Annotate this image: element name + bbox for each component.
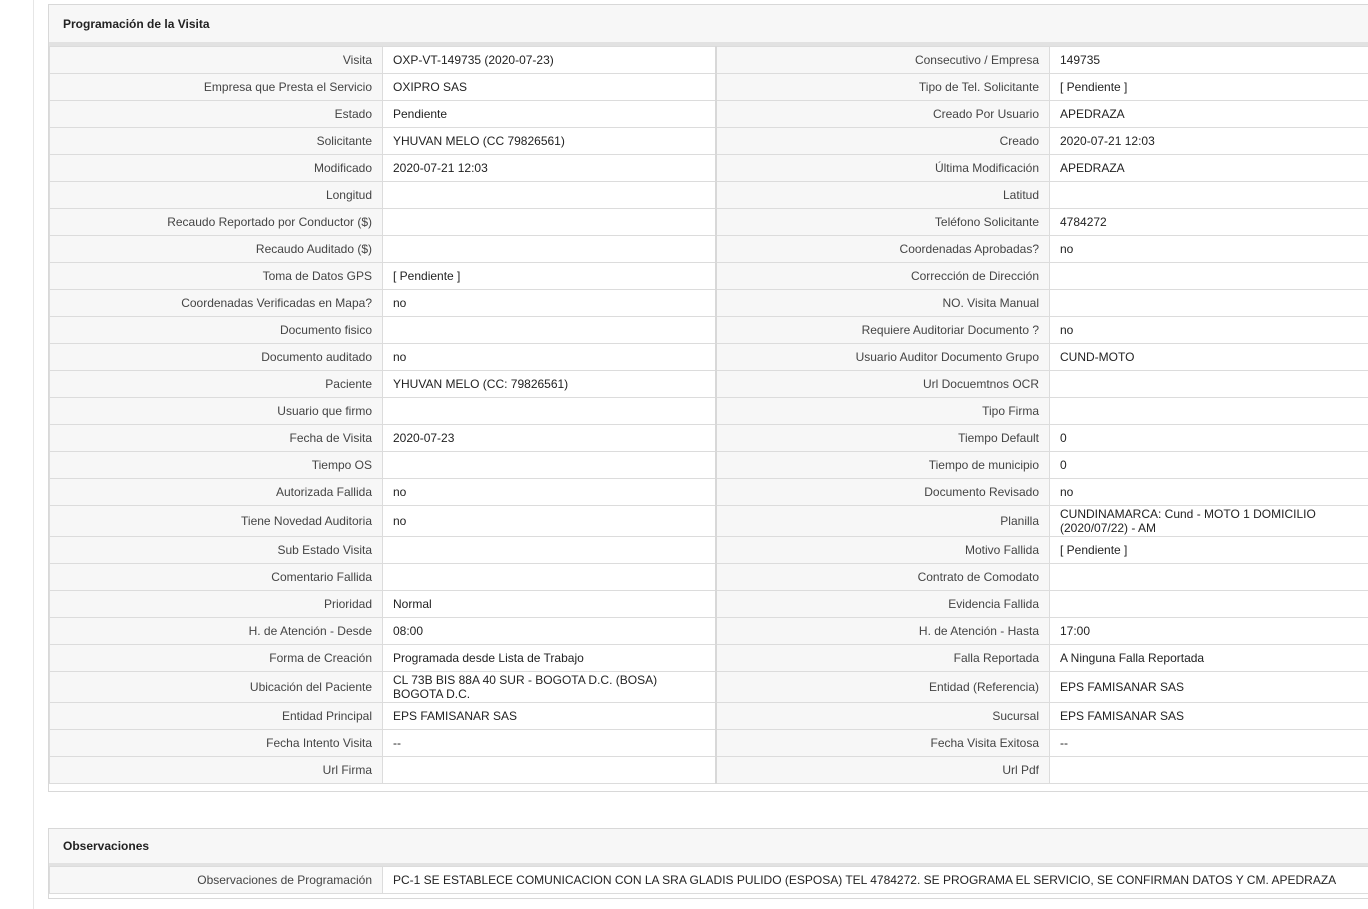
field-label: Usuario que firmo [50, 398, 383, 425]
field-value: 0 [1050, 425, 1368, 452]
field-value [1050, 263, 1368, 290]
field-label: Entidad Principal [50, 703, 383, 730]
field-label: Modificado [50, 155, 383, 182]
table-row [50, 506, 1368, 537]
field-value [383, 209, 717, 236]
table-row [50, 47, 1368, 74]
field-value: no [383, 344, 717, 371]
observaciones-title: Observaciones [49, 829, 1368, 866]
field-value: EPS FAMISANAR SAS [383, 703, 717, 730]
field-label: Url Docuemtnos OCR [716, 371, 1050, 398]
field-label: Toma de Datos GPS [50, 263, 383, 290]
table-row [50, 757, 1368, 784]
table-row [50, 867, 1368, 894]
field-label: Tiempo Default [716, 425, 1050, 452]
field-value: CUNDINAMARCA: Cund - MOTO 1 DOMICILIO (2020/07/22) - AM [1050, 506, 1368, 537]
page-left-border [33, 0, 34, 909]
field-label: Tipo de Tel. Solicitante [716, 74, 1050, 101]
table-row [50, 101, 1368, 128]
field-label: Entidad (Referencia) [716, 672, 1050, 703]
field-label: Paciente [50, 371, 383, 398]
field-label: Sub Estado Visita [50, 537, 383, 564]
observaciones-panel [48, 828, 1368, 899]
field-label: Tiene Novedad Auditoria [50, 506, 383, 537]
field-value: no [1050, 317, 1368, 344]
field-value [1050, 182, 1368, 209]
field-value: [ Pendiente ] [383, 263, 717, 290]
field-value [1050, 591, 1368, 618]
field-value: YHUVAN MELO (CC 79826561) [383, 128, 717, 155]
field-value: 17:00 [1050, 618, 1368, 645]
field-label: Fecha Intento Visita [50, 730, 383, 757]
field-label: H. de Atención - Desde [50, 618, 383, 645]
field-value: no [383, 290, 717, 317]
field-label: Tipo Firma [716, 398, 1050, 425]
field-value: APEDRAZA [1050, 101, 1368, 128]
field-value [383, 398, 717, 425]
field-label: Usuario Auditor Documento Grupo [716, 344, 1050, 371]
programacion-title: Programación de la Visita [49, 5, 1368, 46]
field-value [383, 757, 717, 784]
table-row [50, 182, 1368, 209]
field-label: Contrato de Comodato [716, 564, 1050, 591]
table-row [50, 371, 1368, 398]
table-row [50, 128, 1368, 155]
field-label: Última Modificación [716, 155, 1050, 182]
table-row [50, 236, 1368, 263]
field-label: Ubicación del Paciente [50, 672, 383, 703]
table-row [50, 398, 1368, 425]
field-label: Tiempo de municipio [716, 452, 1050, 479]
field-value: CUND-MOTO [1050, 344, 1368, 371]
field-value [383, 537, 717, 564]
field-label: Fecha Visita Exitosa [716, 730, 1050, 757]
field-value [1050, 398, 1368, 425]
field-value [1050, 757, 1368, 784]
field-value: 0 [1050, 452, 1368, 479]
observaciones-value: PC-1 SE ESTABLECE COMUNICACION CON LA SRA GLADIS PULIDO (ESPOSA) TEL 4784272. SE PROGRAMA EL SERVICIO, SE CONFIRMAN DATOS Y CM. APEDRAZA [383, 867, 1368, 894]
table-row [50, 452, 1368, 479]
field-value: 2020-07-21 12:03 [383, 155, 717, 182]
field-label: Latitud [716, 182, 1050, 209]
field-value: Programada desde Lista de Trabajo [383, 645, 717, 672]
field-value: YHUVAN MELO (CC: 79826561) [383, 371, 717, 398]
field-label: Longitud [50, 182, 383, 209]
field-label: Tiempo OS [50, 452, 383, 479]
field-value: [ Pendiente ] [1050, 74, 1368, 101]
field-label: Visita [50, 47, 383, 74]
field-label: Comentario Fallida [50, 564, 383, 591]
programacion-panel [48, 4, 1368, 792]
field-value: EPS FAMISANAR SAS [1050, 703, 1368, 730]
field-label: Fecha de Visita [50, 425, 383, 452]
field-value [383, 564, 717, 591]
table-row [50, 74, 1368, 101]
field-label: Solicitante [50, 128, 383, 155]
field-value: Normal [383, 591, 717, 618]
field-value: no [383, 479, 717, 506]
field-label: Documento Revisado [716, 479, 1050, 506]
field-value: EPS FAMISANAR SAS [1050, 672, 1368, 703]
field-label: Recaudo Auditado ($) [50, 236, 383, 263]
field-label: Creado [716, 128, 1050, 155]
field-value: Pendiente [383, 101, 717, 128]
field-label: Corrección de Dirección [716, 263, 1050, 290]
field-value: [ Pendiente ] [1050, 537, 1368, 564]
field-value [383, 452, 717, 479]
field-value: APEDRAZA [1050, 155, 1368, 182]
field-label: NO. Visita Manual [716, 290, 1050, 317]
field-value: -- [1050, 730, 1368, 757]
field-value: OXP-VT-149735 (2020-07-23) [383, 47, 717, 74]
field-value: no [1050, 479, 1368, 506]
table-row [50, 155, 1368, 182]
field-value: CL 73B BIS 88A 40 SUR - BOGOTA D.C. (BOSA) BOGOTA D.C. [383, 672, 717, 703]
field-label: Coordenadas Verificadas en Mapa? [50, 290, 383, 317]
field-label: H. de Atención - Hasta [716, 618, 1050, 645]
field-value [1050, 564, 1368, 591]
table-row [50, 645, 1368, 672]
field-label: Requiere Auditoriar Documento ? [716, 317, 1050, 344]
field-value [1050, 371, 1368, 398]
field-label: Sucursal [716, 703, 1050, 730]
table-row [50, 209, 1368, 236]
table-row [50, 564, 1368, 591]
field-value: A Ninguna Falla Reportada [1050, 645, 1368, 672]
field-label: Planilla [716, 506, 1050, 537]
table-row [50, 537, 1368, 564]
table-row [50, 703, 1368, 730]
field-value [383, 236, 717, 263]
programacion-table [49, 46, 1368, 784]
field-label: Motivo Fallida [716, 537, 1050, 564]
field-value [383, 317, 717, 344]
table-row [50, 290, 1368, 317]
table-row [50, 672, 1368, 703]
table-row [50, 479, 1368, 506]
field-label: Creado Por Usuario [716, 101, 1050, 128]
field-label: Prioridad [50, 591, 383, 618]
field-value [383, 182, 717, 209]
field-label: Autorizada Fallida [50, 479, 383, 506]
field-label: Documento auditado [50, 344, 383, 371]
table-row [50, 730, 1368, 757]
table-row [50, 344, 1368, 371]
field-label: Url Firma [50, 757, 383, 784]
field-label: Recaudo Reportado por Conductor ($) [50, 209, 383, 236]
field-label: Documento fisico [50, 317, 383, 344]
table-row [50, 591, 1368, 618]
field-value: -- [383, 730, 717, 757]
field-label: Url Pdf [716, 757, 1050, 784]
table-row [50, 425, 1368, 452]
field-value: OXIPRO SAS [383, 74, 717, 101]
field-value: no [383, 506, 717, 537]
field-value: 4784272 [1050, 209, 1368, 236]
table-row [50, 263, 1368, 290]
observaciones-table [49, 866, 1368, 894]
field-label: Coordenadas Aprobadas? [716, 236, 1050, 263]
field-label: Falla Reportada [716, 645, 1050, 672]
field-value: 08:00 [383, 618, 717, 645]
field-label: Consecutivo / Empresa [716, 47, 1050, 74]
field-value: 2020-07-23 [383, 425, 717, 452]
field-value: 149735 [1050, 47, 1368, 74]
observaciones-label: Observaciones de Programación [50, 867, 383, 894]
field-value: no [1050, 236, 1368, 263]
field-value: 2020-07-21 12:03 [1050, 128, 1368, 155]
field-label: Estado [50, 101, 383, 128]
field-label: Forma de Creación [50, 645, 383, 672]
field-value [1050, 290, 1368, 317]
field-label: Evidencia Fallida [716, 591, 1050, 618]
field-label: Teléfono Solicitante [716, 209, 1050, 236]
table-row [50, 317, 1368, 344]
field-label: Empresa que Presta el Servicio [50, 74, 383, 101]
table-row [50, 618, 1368, 645]
